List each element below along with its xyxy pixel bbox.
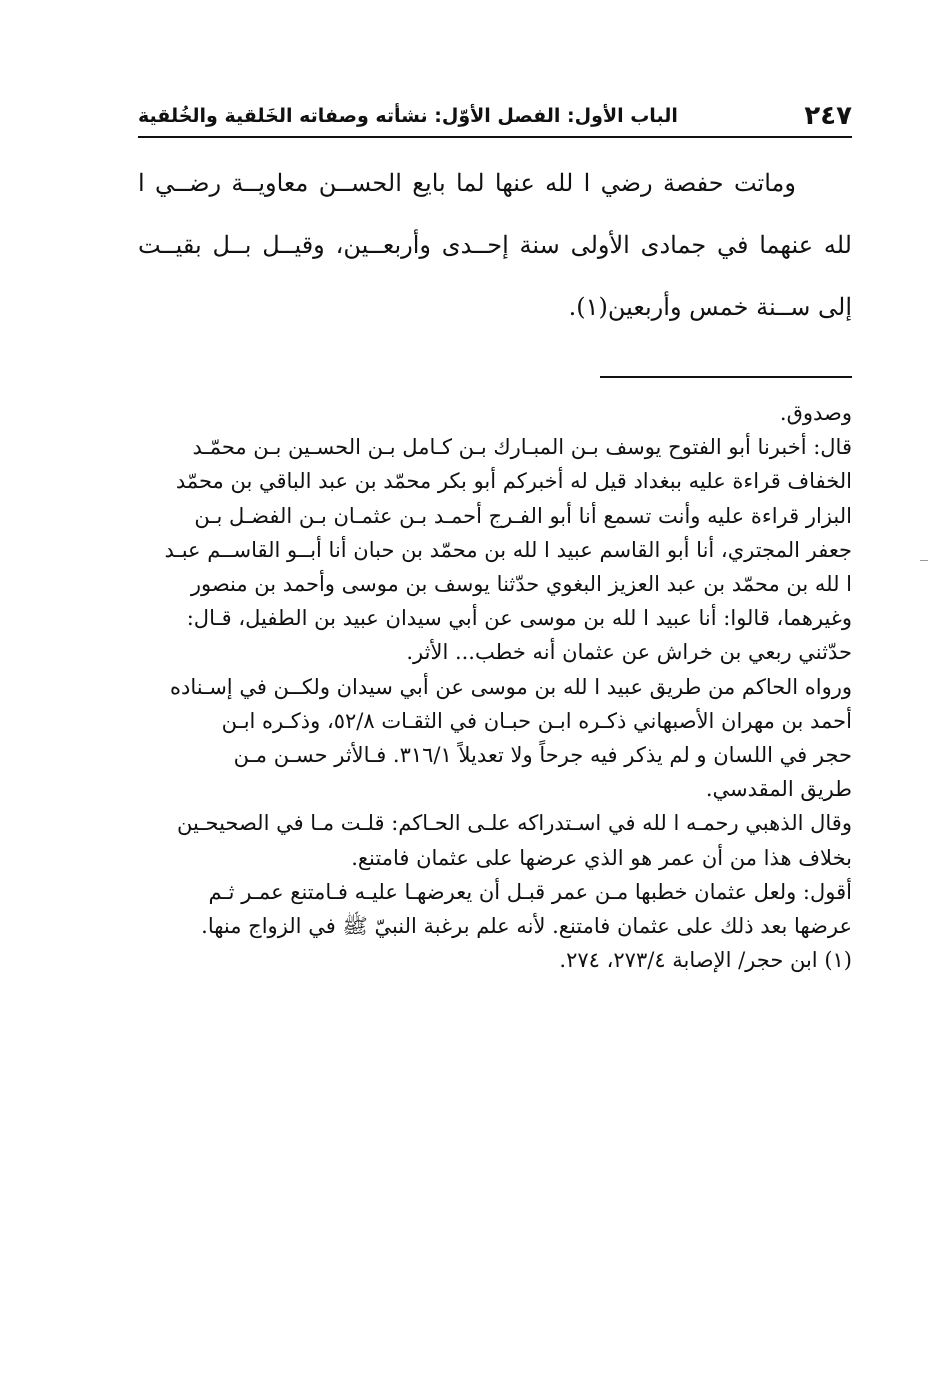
footnote-reference: (١) ابن حجر/ الإصابة ٢٧٣/٤، ٢٧٤. bbox=[559, 948, 852, 973]
page-number: ٢٤٧ bbox=[804, 101, 852, 131]
header-rule bbox=[138, 136, 852, 138]
footnote-line: وقال الذهبي رحمـه ا لله في اسـتدراكه علـى الحـاكم: قلـت مـا في الصحيحـين bbox=[177, 811, 852, 836]
footnote-line: ورواه الحاكم من طريق عبيد ا لله بن موسى عن أبي سيدان ولكــن في إسـناده bbox=[169, 674, 852, 699]
footnote-line: وصدوق. bbox=[779, 401, 852, 425]
footnote-separator bbox=[600, 376, 852, 378]
footnote-line: أحمد بن مهران الأصبهاني ذكـره ابـن حبـان في الثقـات ٥٢/٨، وذكـره ابـن bbox=[221, 708, 852, 733]
footnote-line: بخلاف هذا من أن عمر هو الذي عرضها على عثمان فامتنع. bbox=[351, 845, 852, 870]
footnote-line: حدّثني ربعي بن خراش عن عثمان أنه خطب... الأثر. bbox=[406, 640, 852, 665]
main-text bbox=[138, 152, 852, 338]
margin-mark bbox=[920, 560, 928, 561]
page-header bbox=[138, 98, 852, 134]
footnote-line: ا لله بن محمّد بن عبد العزيز البغوي حدّثنا يوسف بن موسى وأحمد بن منصور bbox=[190, 572, 852, 597]
footnote-line: أقول: ولعل عثمان خطبها مـن عمر قبـل أن يعرضهـا عليـه فـامتنع عمـر ثـم bbox=[208, 879, 852, 904]
footnote-line: البزار قراءة عليه وأنت تسمع أنا أبو الفـرج أحمـد بـن عثمـان بـن الفضـل بـن bbox=[194, 503, 852, 528]
footnote-line: جعفر المجتري، أنا أبو القاسم عبيد ا لله بن محمّد بن حبان أنا أبــو القاســم عبـد bbox=[164, 537, 852, 562]
running-title: الباب الأول: الفصل الأوّل: نشأته وصفاته الخَلقية والخُلقية bbox=[138, 105, 678, 127]
footnote-line: عرضها بعد ذلك على عثمان فامتنع. لأنه علم برغبة النبيّ ﷺ في الزواج منها. bbox=[201, 914, 852, 939]
footnote-line: وغيرهما، قالوا: أنا عبيد ا لله بن موسى عن أبي سيدان عبيد بن الطفيل، قـال: bbox=[186, 606, 852, 631]
footnote-line: حجر في اللسان و لم يذكر فيه جرحاً ولا تعديلاً ٣١٦/١. فـالأثر حسـن مـن bbox=[233, 743, 852, 768]
footnote-line: طريق المقدسي. bbox=[705, 777, 852, 802]
footnote-line: قال: أخبرنا أبو الفتوح يوسف بـن المبـارك بـن كـامل بـن الحسـين بـن محمّـد bbox=[192, 435, 852, 460]
main-paragraph: وماتت حفصة رضي ا لله عنها لما بايع الحســن معاويــة رضــي ا لله عنهما في جمادى الأولى سنة إحــدى وأربعــين، وقيــل بــل بقيــت إلى ســنة خمس وأربعين(١). bbox=[138, 169, 852, 321]
footnote-line: الخفاف قراءة عليه ببغداد قيل له أخبركم أبو بكر محمّد بن عبد الباقي بن محمّد bbox=[175, 469, 852, 494]
footnotes bbox=[138, 396, 852, 977]
